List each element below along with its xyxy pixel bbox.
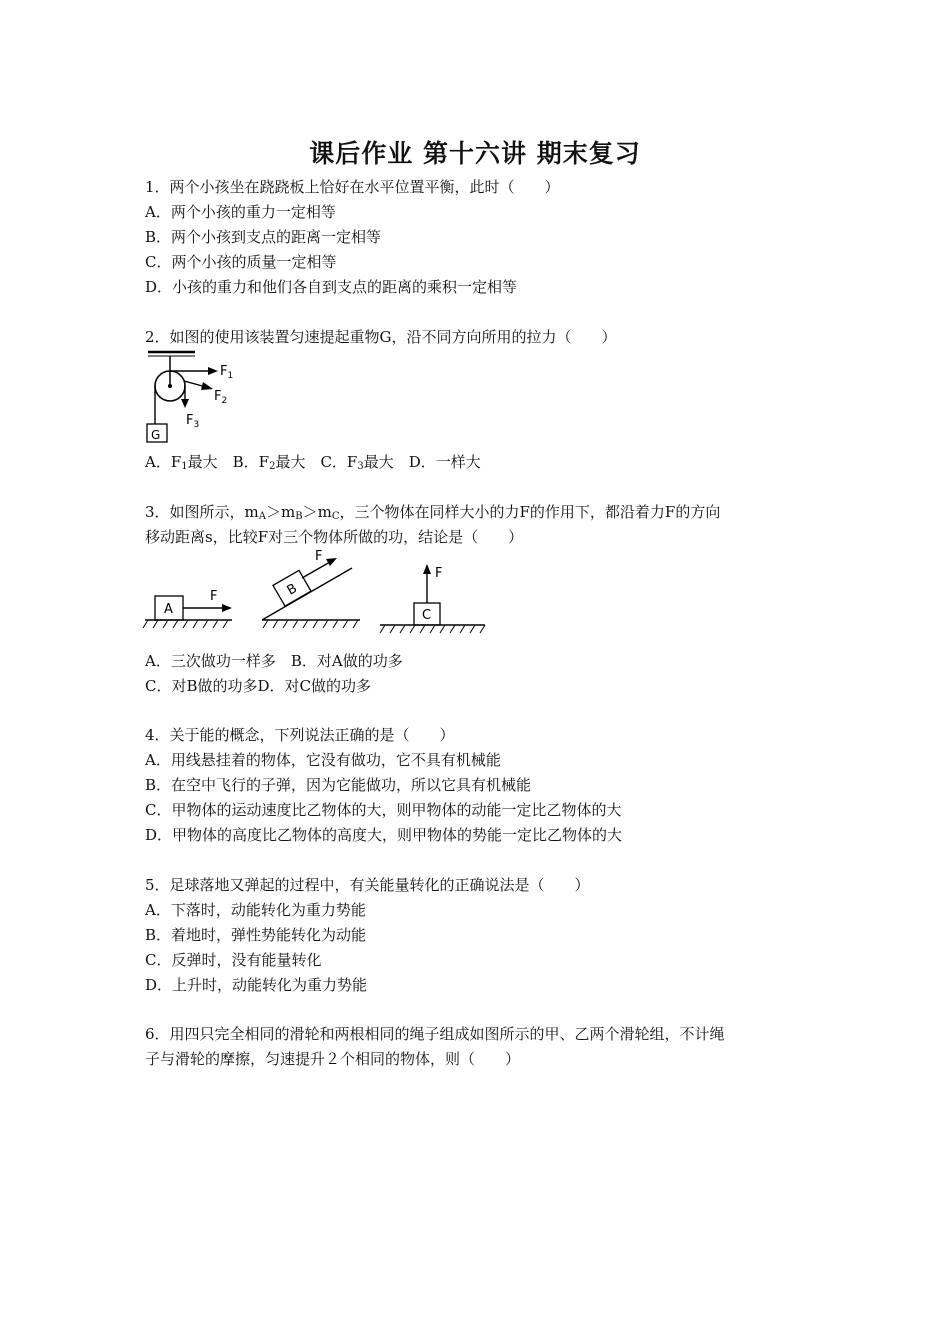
- svg-text:A: A: [164, 602, 173, 617]
- force-figure: [140, 550, 500, 640]
- q4-option-c: C．甲物体的运动速度比乙物体的大，则甲物体的动能一定比乙物体的大: [145, 801, 622, 819]
- page-title: 课后作业 第十六讲 期末复习: [309, 139, 641, 168]
- q5-stem: 5．足球落地又弹起的过程中，有关能量转化的正确说法是（ ）: [145, 876, 590, 894]
- q1-option-b: B．两个小孩到支点的距离一定相等: [145, 228, 382, 246]
- svg-text:F2: $F_2$: [214, 389, 228, 406]
- q1-option-c: C．两个小孩的质量一定相等: [145, 253, 337, 271]
- svg-text:C: C: [422, 608, 432, 623]
- q1-option-d: D．小孩的重力和他们各自到支点的距离的乘积一定相等: [145, 278, 518, 296]
- q5-option-d: D．上升时，动能转化为重力势能: [145, 976, 368, 994]
- q5-option-a: A．下落时，动能转化为重力势能: [145, 901, 366, 919]
- q1-stem: 1．两个小孩坐在跷跷板上恰好在水平位置平衡，此时（ ）: [145, 178, 560, 196]
- q5-option-c: C．反弹时，没有能量转化: [145, 951, 322, 969]
- q3-options-ab: A．三次做功一样多 B．对A做的功多: [145, 652, 403, 670]
- q4-stem: 4．关于能的概念，下列说法正确的是（ ）: [145, 726, 455, 744]
- q1-option-a: A．两个小孩的重力一定相等: [145, 203, 336, 221]
- q4-option-a: A．用线悬挂着的物体，它没有做功，它不具有机械能: [145, 751, 501, 769]
- q3-options-cd: C．对B做的功多D．对C做的功多: [145, 677, 372, 695]
- weight-label: G: [151, 428, 161, 442]
- svg-text:B: B: [284, 581, 300, 599]
- q4-option-d: D．甲物体的高度比乙物体的高度大，则甲物体的势能一定比乙物体的大: [145, 826, 623, 844]
- q2-options: A．$F_1$最大 B．$F_2$最大 C．$F_3$最大 D．一样大: [145, 453, 481, 472]
- q6-stem-line2: 子与滑轮的摩擦，匀速提升２个相同的物体，则（ ）: [145, 1050, 521, 1068]
- q2-stem: 2．如图的使用该装置匀速提起重物G，沿不同方向所用的拉力（ ）: [145, 328, 617, 346]
- q5-option-b: B．着地时，弹性势能转化为动能: [145, 926, 367, 944]
- pulley-figure: [140, 346, 240, 446]
- q3-stem-line2: 移动距离s，比较F对三个物体所做的功，结论是（ ）: [145, 528, 524, 546]
- svg-text:F: F: [315, 550, 323, 564]
- q4-option-b: B．在空中飞行的子弹，因为它能做功，所以它具有机械能: [145, 776, 532, 794]
- svg-text:F3: $F_3$: [186, 413, 200, 430]
- svg-text:F1: $F_1$: [220, 364, 234, 381]
- q6-stem: 6．用四只完全相同的滑轮和两根相同的绳子组成如图所示的甲、乙两个滑轮组，不计绳: [145, 1025, 725, 1043]
- svg-text:F: F: [435, 566, 443, 581]
- q3-stem: 3．如图所示，$m_A>m_B>m_C$，三个物体在同样大小的力F的作用下，都沿着力F的方向: [145, 503, 721, 522]
- svg-text:F: F: [210, 589, 218, 604]
